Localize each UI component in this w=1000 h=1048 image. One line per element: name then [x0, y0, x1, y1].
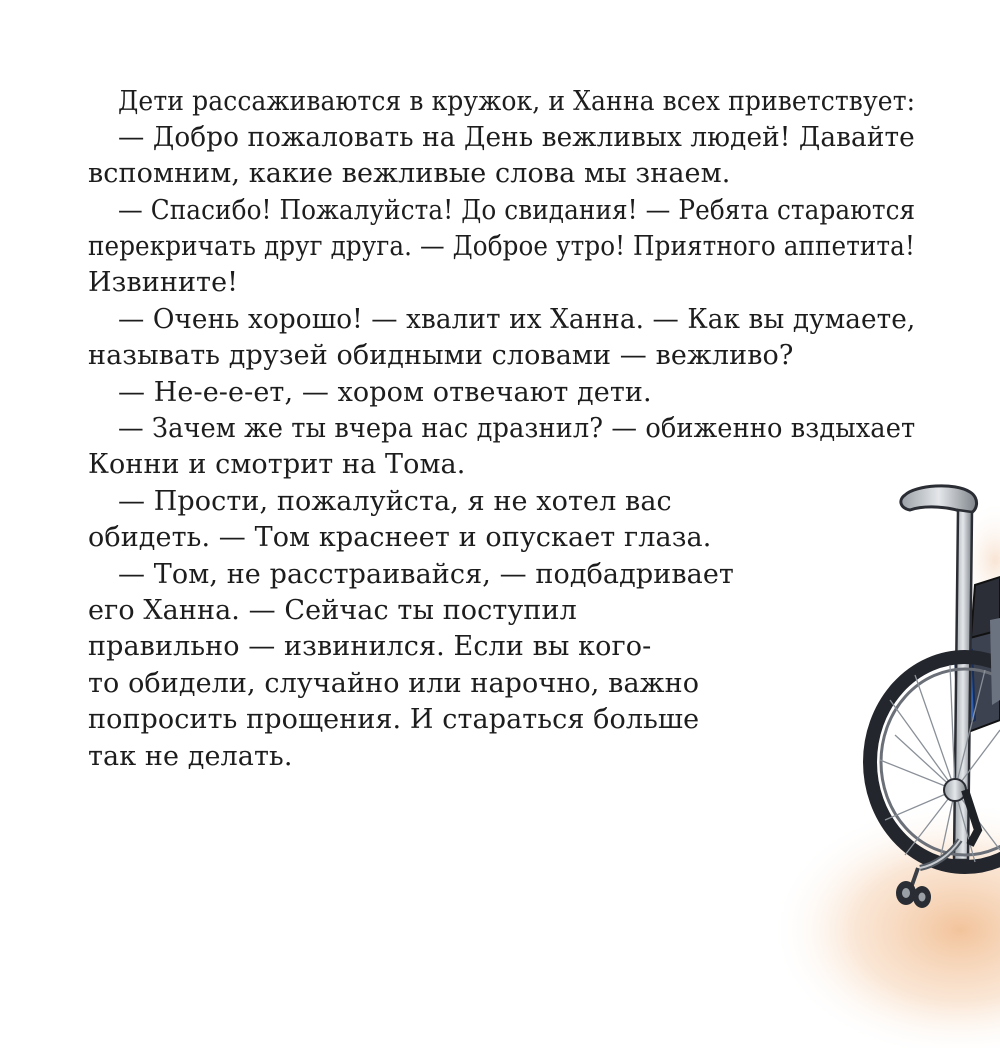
- text-line: — Зачем же ты вчера нас дразнил? — обиженно вздыхает: [118, 413, 916, 444]
- text-line: вспомним, какие вежливые слова мы знаем.: [88, 158, 731, 189]
- watercolor-wash: [770, 800, 1000, 1048]
- text-line: так не делать.: [88, 741, 293, 772]
- text-line: Конни и смотрит на Тома.: [88, 449, 466, 480]
- text-line: его Ханна. — Сейчас ты поступил: [88, 595, 577, 626]
- text-line: Извините!: [88, 267, 239, 298]
- text-line: правильно — извинился. Если вы кого-: [88, 631, 652, 662]
- text-line: — Очень хорошо! — хвалит их Ханна. — Как вы думаете,: [118, 304, 916, 335]
- text-line: то обидели, случайно или нарочно, важно: [88, 668, 700, 699]
- wheelchair-seat: [955, 577, 1000, 735]
- text-line: — Не-е-е-ет, — хором отвечают дети.: [118, 377, 652, 408]
- text-line: — Добро пожаловать на День вежливых людей! Давайте: [118, 122, 915, 153]
- wheelchair-armrest: [990, 618, 1000, 705]
- text-line: называть друзей обидными словами — вежливо?: [88, 340, 794, 371]
- text-line: попросить прощения. И стараться больше: [88, 704, 700, 735]
- text-line: — Прости, пожалуйста, я не хотел вас: [118, 486, 672, 517]
- text-line: обидеть. — Том краснеет и опускает глаза.: [88, 522, 712, 553]
- text-line: Дети рассаживаются в кружок, и Ханна всех приветствует:: [118, 86, 916, 117]
- watercolor-wash-top: [955, 500, 1000, 620]
- text-line: — Спасибо! Пожалуйста! До свидания! — Ребята стараются: [118, 195, 916, 226]
- text-line: перекричать друг друга. — Доброе утро! Приятного аппетита!: [88, 231, 915, 262]
- wheelchair-wheel: [870, 657, 1000, 867]
- text-line: — Том, не расстраивайся, — подбадривает: [118, 559, 734, 590]
- wheelchair-caster: [896, 790, 978, 908]
- wheelchair-handle: [901, 486, 977, 860]
